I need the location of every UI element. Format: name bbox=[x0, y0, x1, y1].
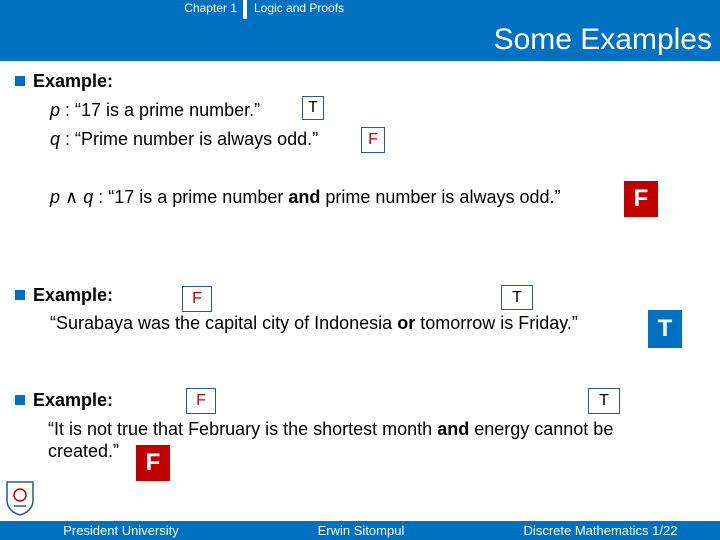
bullet-square-icon bbox=[15, 395, 25, 405]
example3-right-truth: T bbox=[588, 388, 620, 414]
footer-institution: President University bbox=[0, 521, 242, 540]
example3-text-a: “It is not true that February is the shortest month bbox=[48, 419, 433, 439]
example3-left-truth: F bbox=[186, 388, 216, 414]
var-p: p bbox=[50, 100, 61, 120]
footer-author: Erwin Sitompul bbox=[241, 521, 481, 540]
footer-course-page: Discrete Mathematics 1/22 bbox=[481, 521, 720, 540]
example2-right-truth: T bbox=[501, 285, 533, 310]
q-truth-badge: F bbox=[361, 127, 385, 153]
example2-label: Example: bbox=[33, 285, 114, 305]
example3-and: and bbox=[437, 419, 470, 439]
example1-label: Example: bbox=[33, 71, 114, 91]
example3-text-b: energy cannot be bbox=[474, 419, 614, 439]
conj-var-p: p bbox=[50, 187, 61, 207]
example1-p-line bbox=[50, 99, 260, 121]
var-q: q bbox=[50, 129, 61, 149]
example3-statement-line1 bbox=[48, 418, 613, 440]
bullet-square-icon bbox=[15, 290, 25, 300]
p-statement: : “17 is a prime number.” bbox=[65, 100, 261, 120]
conj-text-b: prime number is always odd.” bbox=[325, 187, 561, 207]
example1-conjunction-line bbox=[50, 186, 560, 208]
example3-label: Example: bbox=[33, 390, 114, 410]
example2-result-badge: T bbox=[648, 310, 682, 348]
bullet-square-icon bbox=[15, 76, 25, 86]
chapter-title: Logic and Proofs bbox=[247, 0, 720, 19]
university-logo-icon bbox=[5, 480, 35, 516]
example2-left-truth: F bbox=[182, 286, 212, 312]
chapter-label: Chapter 1 bbox=[0, 0, 243, 19]
example3-result-badge: F bbox=[136, 445, 170, 481]
q-statement: : “Prime number is always odd.” bbox=[65, 129, 319, 149]
page-title: Some Examples bbox=[493, 23, 712, 56]
example3-statement-line2: created.” bbox=[48, 441, 120, 461]
conj-text-a: : “17 is a prime number bbox=[98, 187, 284, 207]
conj-and: and bbox=[288, 187, 321, 207]
conj-result-badge: F bbox=[624, 181, 658, 217]
example2-statement bbox=[50, 312, 578, 334]
conj-var-q: q bbox=[83, 187, 94, 207]
example1-q-line bbox=[50, 128, 318, 150]
p-truth-badge: T bbox=[302, 96, 324, 120]
title-bar bbox=[0, 19, 720, 61]
example2-text-b: tomorrow is Friday.” bbox=[420, 313, 578, 333]
example2-text-a: “Surabaya was the capital city of Indonesia bbox=[50, 313, 393, 333]
conj-operator: ∧ bbox=[65, 187, 79, 207]
example2-or: or bbox=[397, 313, 416, 333]
